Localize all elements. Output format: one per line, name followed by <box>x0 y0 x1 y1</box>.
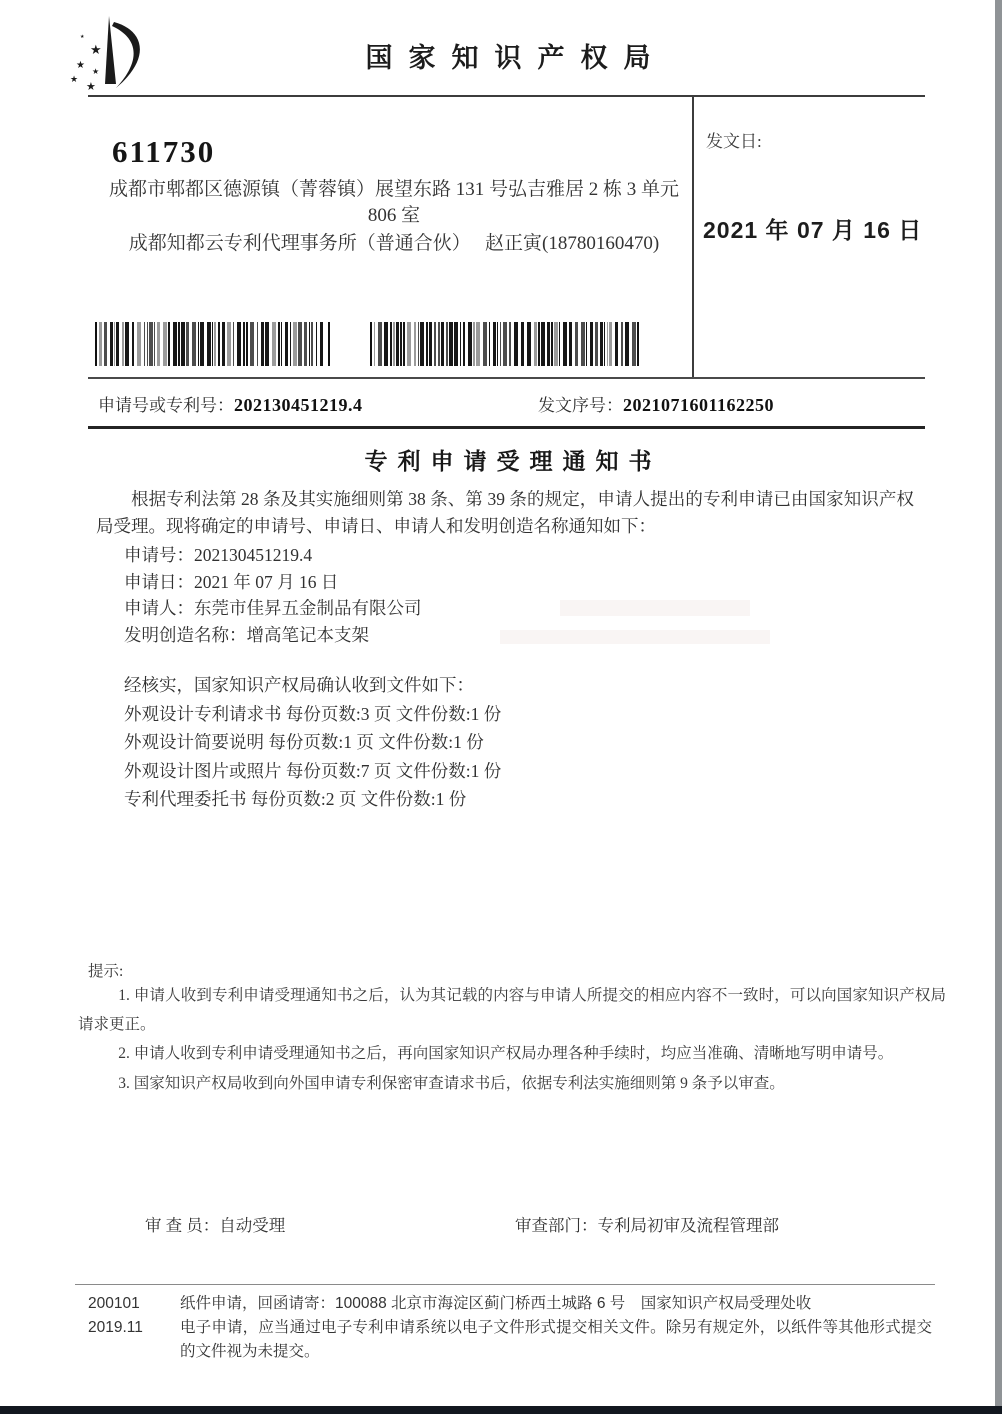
svg-text:★: ★ <box>76 60 85 71</box>
mailing-code: 611730 <box>112 134 216 169</box>
tips-list <box>78 982 946 1099</box>
tip-2: 2. 申请人收到专利申请受理通知书之后，再向国家知识产权局办理各种手续时，均应当准确、清晰地写明申请号。 <box>118 1045 894 1062</box>
scan-edge-bottom <box>0 1406 1002 1414</box>
issue-date-value: 2021 年 07 月 16 日 <box>703 217 923 243</box>
field-application-number: 申请号：202130451219.4 <box>124 545 313 565</box>
serial-number-value: 2021071601162250 <box>623 395 775 415</box>
date-box-divider <box>692 95 694 379</box>
tips-label: 提示: <box>88 963 124 980</box>
barcode-left <box>95 322 331 366</box>
org-title: 国家知识产权局 <box>365 43 667 73</box>
agency-line: 成都知都云专利代理事务所（普通合伙） 赵正寅(18780160470) <box>128 233 660 254</box>
field-invention-title: 发明创造名称：增高笔记本支架 <box>124 624 369 645</box>
examiner-label: 审 查 员： <box>145 1216 220 1235</box>
received-intro: 经核实，国家知识产权局确认收到文件如下： <box>124 675 474 695</box>
svg-text:★: ★ <box>86 81 96 93</box>
scan-artifact <box>500 630 770 644</box>
examiner-row <box>145 1212 285 1236</box>
barcode-right <box>370 322 640 366</box>
department-row <box>515 1212 779 1236</box>
svg-text:★: ★ <box>80 35 85 40</box>
footer-text-1: 纸件申请，回函请寄：100088 北京市海淀区蓟门桥西土城路 6 号 国家知识产权局受理处收 <box>180 1295 812 1312</box>
received-doc-3: 外观设计图片或照片 每份页数:7 页 文件份数:1 份 <box>124 760 502 781</box>
application-number <box>98 391 363 416</box>
serial-number-label: 发文序号： <box>538 396 623 415</box>
rule-above-meta <box>88 377 925 379</box>
received-doc-4: 专利代理委托书 每份页数:2 页 文件份数:1 份 <box>124 789 467 809</box>
received-documents <box>124 671 784 814</box>
received-doc-1: 外观设计专利请求书 每份页数:3 页 文件份数:1 份 <box>124 703 502 724</box>
field-application-date: 申请日：2021 年 07 月 16 日 <box>124 571 339 592</box>
rule-below-meta <box>88 426 925 429</box>
scan-edge-right <box>995 0 1002 1414</box>
application-number-label: 申请号或专利号： <box>98 396 234 415</box>
address-line-2: 806 室 <box>367 205 421 226</box>
notice-title: 专利申请受理通知书 <box>364 449 662 474</box>
footer-code-1: 200101 <box>88 1295 140 1312</box>
recipient-address-block <box>96 177 692 257</box>
address-line-1: 成都市郫都区德源镇（菁蓉镇）展望东路 131 号弘吉雅居 2 栋 3 单元 <box>108 179 679 200</box>
examiner-value: 自动受理 <box>219 1216 286 1235</box>
scan-artifact <box>560 600 750 616</box>
tip-1: 1. 申请人收到专利申请受理通知书之后，认为其记载的内容与申请人所提交的相应内容不一致时，可以向国家知识产权局请求更正。 <box>78 987 946 1033</box>
received-doc-2: 外观设计简要说明 每份页数:1 页 文件份数:1 份 <box>124 732 484 752</box>
footer-rule <box>75 1284 935 1285</box>
issue-date-label: 发文日: <box>706 132 762 151</box>
svg-text:★: ★ <box>92 67 100 76</box>
footer-row-electronic <box>0 1316 1002 1364</box>
department-value: 专利局初审及流程管理部 <box>597 1216 779 1235</box>
footer-row-paper <box>0 1292 1002 1316</box>
footer-code-2: 2019.11 <box>88 1319 143 1336</box>
svg-text:★: ★ <box>90 42 102 57</box>
meta-row <box>98 391 920 419</box>
footer-text-2: 电子申请，应当通过电子专利申请系统以电子文件形式提交相关文件。除另有规定外，以纸件等其他形式提交的文件视为未提交。 <box>180 1319 932 1360</box>
svg-text:★: ★ <box>70 74 79 84</box>
field-applicant: 申请人：东莞市佳昇五金制品有限公司 <box>124 598 422 618</box>
tip-3: 3. 国家知识产权局收到向外国申请专利保密审查请求书后，依据专利法实施细则第 9 条予以审查。 <box>118 1074 785 1092</box>
application-number-value: 202130451219.4 <box>234 395 363 415</box>
header-rule <box>88 95 925 97</box>
notice-intro: 根据专利法第 28 条及其实施细则第 38 条、第 39 条的规定，申请人提出的专利申请已由国家知识产权局受理。现将确定的申请号、申请日、申请人和发明创造名称通知如下： <box>96 489 914 536</box>
department-label: 审查部门： <box>515 1216 598 1235</box>
serial-number <box>538 391 774 416</box>
